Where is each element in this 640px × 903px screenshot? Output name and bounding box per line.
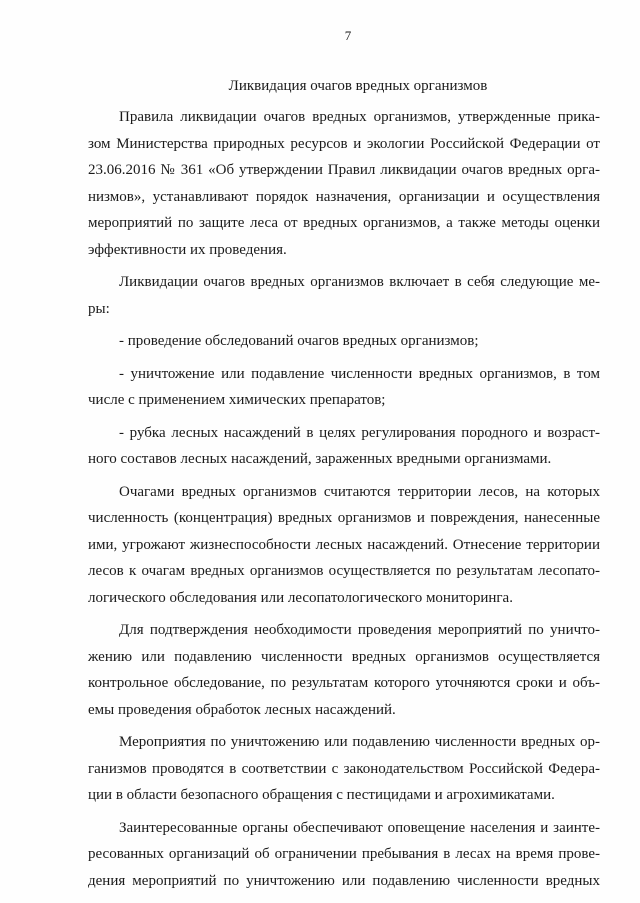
paragraph-line: ры:: [88, 300, 110, 317]
paragraph: [88, 328, 600, 355]
paragraph: [88, 269, 600, 322]
paragraph-line: ции в области безопасного обращения с пестицидами и агрохимикатами.: [88, 787, 555, 803]
paragraph-line: Мероприятия по уничтожению или подавлению численности вредных ор-: [119, 734, 600, 750]
paragraph-line: - уничтожение или подавление численности вредных организмов, в том: [119, 365, 600, 382]
paragraph: [88, 617, 600, 723]
paragraph-line: ими, угрожают жизнеспособности лесных насаждений. Отнесение территории: [88, 536, 600, 553]
paragraph-line: Очагами вредных организмов считаются территории лесов, на которых: [119, 483, 600, 500]
paragraph-line: числе с применением химических препаратов;: [88, 392, 386, 408]
paragraph-line: логического обследования или лесопатологического мониторинга.: [88, 589, 513, 606]
paragraph-line: численность (концентрация) вредных организмов и повреждения, нанесенные: [88, 510, 600, 526]
paragraph-line: жению или подавлению численности вредных организмов осуществляется: [88, 648, 600, 665]
paragraph-line: Правила ликвидации очагов вредных организмов, утвержденные прика-: [119, 109, 600, 125]
section-title: Ликвидация очагов вредных организмов: [228, 78, 488, 94]
paragraph: [88, 361, 600, 414]
paragraph-line: дения мероприятий по уничтожению или подавлению численности вредных: [88, 872, 600, 889]
paragraph-list: [88, 104, 600, 894]
paragraph-line: ного составов лесных насаждений, зараженных вредными организмами.: [88, 451, 552, 467]
paragraph-line: Ликвидации очагов вредных организмов включает в себя следующие ме-: [119, 274, 600, 290]
paragraph-line: мероприятий по защите леса от вредных организмов, а также методы оценки: [88, 215, 600, 231]
paragraph-line: ганизмов проводятся в соответствии с законодательством Российской Федера-: [88, 760, 600, 777]
document-body: [88, 74, 600, 900]
paragraph-line: ресованных организаций об ограничении пребывания в лесах на время прове-: [88, 846, 600, 862]
paragraph-line: лесов к очагам вредных организмов осуществляется по результатам лесопато-: [88, 563, 600, 579]
paragraph-line: эффективности их проведения.: [88, 241, 287, 258]
paragraph: [88, 479, 600, 612]
paragraph: [88, 104, 600, 263]
paragraph-line: емы проведения обработок лесных насаждений.: [88, 701, 396, 718]
paragraph-line: контрольное обследование, по результатам которого уточняются сроки и объ-: [88, 675, 600, 691]
paragraph-line: - рубка лесных насаждений в целях регулирования породного и возраст-: [119, 424, 600, 441]
paragraph-line: Для подтверждения необходимости проведения мероприятий по уничто-: [119, 622, 600, 638]
paragraph-line: Заинтересованные органы обеспечивают оповещение населения и заинте-: [119, 819, 600, 836]
paragraph-line: зом Министерства природных ресурсов и экологии Российской Федерации от: [88, 135, 600, 152]
paragraph: [88, 815, 600, 895]
paragraph: [88, 729, 600, 809]
paragraph: [88, 420, 600, 473]
page-number: 7: [344, 28, 352, 43]
paragraph-line: 23.06.2016 № 361 «Об утверждении Правил ликвидации очагов вредных орга-: [88, 162, 600, 178]
paragraph-line: низмов», устанавливают порядок назначения, организации и осуществления: [88, 188, 600, 205]
paragraph-line: - проведение обследований очагов вредных организмов;: [119, 333, 479, 349]
